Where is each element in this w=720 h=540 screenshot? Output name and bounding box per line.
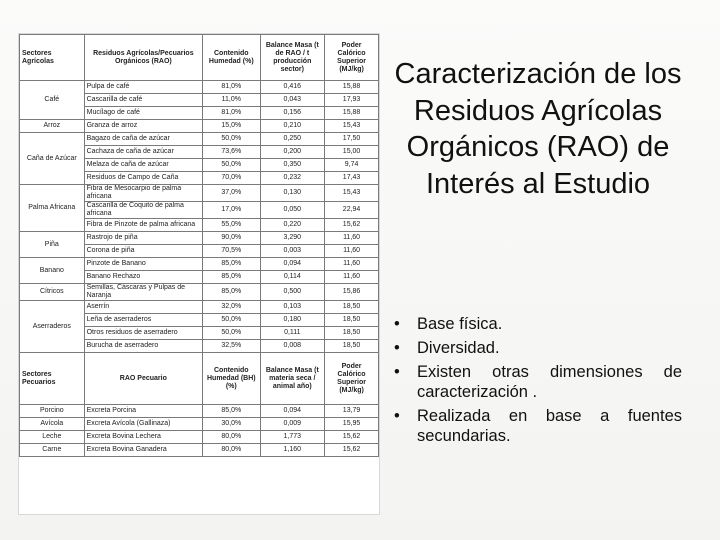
header-pcs: Poder Calórico Superior (MJ/kg) bbox=[325, 35, 379, 81]
agri-body bbox=[20, 81, 379, 353]
bullet-item bbox=[392, 338, 682, 358]
sector-cell: Porcino bbox=[20, 405, 85, 418]
sector-cell: Carne bbox=[20, 444, 85, 457]
humidity-cell: 70,5% bbox=[203, 245, 260, 258]
sector-cell: Piña bbox=[20, 232, 85, 258]
pcs-cell: 15,62 bbox=[325, 431, 379, 444]
pec-header-sector: Sectores Pecuarios bbox=[20, 353, 85, 405]
balance-cell: 0,200 bbox=[260, 146, 325, 159]
humidity-cell: 85,0% bbox=[203, 258, 260, 271]
balance-cell: 0,250 bbox=[260, 133, 325, 146]
humidity-cell: 85,0% bbox=[203, 271, 260, 284]
humidity-cell: 32,5% bbox=[203, 340, 260, 353]
balance-cell: 1,160 bbox=[260, 444, 325, 457]
table-row bbox=[20, 405, 379, 418]
humidity-cell: 32,0% bbox=[203, 301, 260, 314]
humidity-cell: 85,0% bbox=[203, 405, 260, 418]
pcs-cell: 15,43 bbox=[325, 185, 379, 202]
pcs-cell: 13,79 bbox=[325, 405, 379, 418]
residue-cell: Excreta Bovina Lechera bbox=[84, 431, 202, 444]
table-row bbox=[20, 301, 379, 314]
header-humidity: Contenido Humedad (%) bbox=[203, 35, 260, 81]
balance-cell: 0,232 bbox=[260, 172, 325, 185]
pcs-cell: 22,94 bbox=[325, 202, 379, 219]
residue-cell: Pinzote de Banano bbox=[84, 258, 202, 271]
pcs-cell: 15,95 bbox=[325, 418, 379, 431]
humidity-cell: 90,0% bbox=[203, 232, 260, 245]
humidity-cell: 50,0% bbox=[203, 133, 260, 146]
balance-cell: 0,050 bbox=[260, 202, 325, 219]
residue-cell: Otros residuos de aserradero bbox=[84, 327, 202, 340]
table-row bbox=[20, 185, 379, 202]
residue-cell: Semillas, Cáscaras y Pulpas de Naranja bbox=[84, 284, 202, 301]
residue-cell: Corona de piña bbox=[84, 245, 202, 258]
residue-cell: Banano Rechazo bbox=[84, 271, 202, 284]
pcs-cell: 11,60 bbox=[325, 258, 379, 271]
sector-cell: Arroz bbox=[20, 120, 85, 133]
humidity-cell: 70,0% bbox=[203, 172, 260, 185]
pcs-cell: 15,88 bbox=[325, 107, 379, 120]
pcs-cell: 15,88 bbox=[325, 81, 379, 94]
humidity-cell: 81,0% bbox=[203, 81, 260, 94]
residue-cell: Leña de aserraderos bbox=[84, 314, 202, 327]
humidity-cell: 15,0% bbox=[203, 120, 260, 133]
bullet-list bbox=[392, 314, 682, 450]
residue-cell: Fibra de Mesocarpio de palma africana bbox=[84, 185, 202, 202]
pcs-cell: 9,74 bbox=[325, 159, 379, 172]
pcs-cell: 15,62 bbox=[325, 444, 379, 457]
table-header-row bbox=[20, 35, 379, 81]
sector-cell: Café bbox=[20, 81, 85, 120]
residue-cell: Mucílago de café bbox=[84, 107, 202, 120]
residue-cell: Cascarilla de café bbox=[84, 94, 202, 107]
residue-cell: Pulpa de café bbox=[84, 81, 202, 94]
humidity-cell: 50,0% bbox=[203, 314, 260, 327]
sector-cell: Avícola bbox=[20, 418, 85, 431]
balance-cell: 0,500 bbox=[260, 284, 325, 301]
pcs-cell: 18,50 bbox=[325, 314, 379, 327]
balance-cell: 3,290 bbox=[260, 232, 325, 245]
sector-cell: Aserraderos bbox=[20, 301, 85, 353]
balance-cell: 0,103 bbox=[260, 301, 325, 314]
humidity-cell: 37,0% bbox=[203, 185, 260, 202]
residue-cell: Excreta Porcina bbox=[84, 405, 202, 418]
bullet-dot-icon: • bbox=[394, 339, 400, 357]
pec-header-pcs: Poder Calórico Superior (MJ/kg) bbox=[325, 353, 379, 405]
pec-header-balance: Balance Masa (t materia seca / animal año) bbox=[260, 353, 325, 405]
balance-cell: 0,130 bbox=[260, 185, 325, 202]
pcs-cell: 11,60 bbox=[325, 245, 379, 258]
balance-cell: 1,773 bbox=[260, 431, 325, 444]
bullet-item bbox=[392, 406, 682, 446]
sector-cell: Caña de Azúcar bbox=[20, 133, 85, 185]
sector-cell: Palma Africana bbox=[20, 185, 85, 232]
residue-cell: Rastrojo de piña bbox=[84, 232, 202, 245]
residue-cell: Melaza de caña de azúcar bbox=[84, 159, 202, 172]
pcs-cell: 18,50 bbox=[325, 327, 379, 340]
humidity-cell: 50,0% bbox=[203, 159, 260, 172]
residue-cell: Aserrín bbox=[84, 301, 202, 314]
residue-cell: Burucha de aserradero bbox=[84, 340, 202, 353]
header-balance: Balance Masa (t de RAO / t producción sector) bbox=[260, 35, 325, 81]
bullet-item bbox=[392, 314, 682, 334]
humidity-cell: 80,0% bbox=[203, 444, 260, 457]
bullet-text: Base física. bbox=[417, 315, 503, 333]
balance-cell: 0,003 bbox=[260, 245, 325, 258]
balance-cell: 0,156 bbox=[260, 107, 325, 120]
balance-cell: 0,043 bbox=[260, 94, 325, 107]
balance-cell: 0,094 bbox=[260, 258, 325, 271]
balance-cell: 0,009 bbox=[260, 418, 325, 431]
balance-cell: 0,114 bbox=[260, 271, 325, 284]
bullet-dot-icon: • bbox=[394, 315, 400, 333]
slide-title: Caracterización de los Residuos Agrícolas Orgánicos (RAO) de Interés al Estudio bbox=[394, 58, 682, 200]
residues-table bbox=[19, 34, 379, 457]
header-sector: Sectores Agrícolas bbox=[20, 35, 85, 81]
table-row bbox=[20, 284, 379, 301]
pcs-cell: 15,00 bbox=[325, 146, 379, 159]
pec-header-residue: RAO Pecuario bbox=[84, 353, 202, 405]
table-row bbox=[20, 120, 379, 133]
humidity-cell: 11,0% bbox=[203, 94, 260, 107]
pcs-cell: 17,43 bbox=[325, 172, 379, 185]
residue-cell: Cascarilla de Coquito de palma africana bbox=[84, 202, 202, 219]
header-residue: Residuos Agrícolas/Pecuarios Orgánicos (RAO) bbox=[84, 35, 202, 81]
humidity-cell: 50,0% bbox=[203, 327, 260, 340]
pcs-cell: 17,93 bbox=[325, 94, 379, 107]
table-row bbox=[20, 431, 379, 444]
humidity-cell: 85,0% bbox=[203, 284, 260, 301]
table-row bbox=[20, 81, 379, 94]
balance-cell: 0,350 bbox=[260, 159, 325, 172]
humidity-cell: 30,0% bbox=[203, 418, 260, 431]
residues-table-image bbox=[18, 33, 380, 515]
bullet-item bbox=[392, 362, 682, 402]
table-row bbox=[20, 258, 379, 271]
humidity-cell: 73,6% bbox=[203, 146, 260, 159]
humidity-cell: 80,0% bbox=[203, 431, 260, 444]
pcs-cell: 11,60 bbox=[325, 232, 379, 245]
table-row bbox=[20, 444, 379, 457]
residue-cell: Excreta Bovina Ganadera bbox=[84, 444, 202, 457]
pcs-cell: 18,50 bbox=[325, 340, 379, 353]
table-row bbox=[20, 418, 379, 431]
residue-cell: Excreta Avícola (Gallinaza) bbox=[84, 418, 202, 431]
balance-cell: 0,008 bbox=[260, 340, 325, 353]
pec-header-row bbox=[20, 353, 379, 405]
humidity-cell: 17,0% bbox=[203, 202, 260, 219]
sector-cell: Cítricos bbox=[20, 284, 85, 301]
sector-cell: Leche bbox=[20, 431, 85, 444]
balance-cell: 0,180 bbox=[260, 314, 325, 327]
table-row bbox=[20, 232, 379, 245]
balance-cell: 0,416 bbox=[260, 81, 325, 94]
balance-cell: 0,210 bbox=[260, 120, 325, 133]
pcs-cell: 15,86 bbox=[325, 284, 379, 301]
table-row bbox=[20, 133, 379, 146]
pec-body bbox=[20, 353, 379, 457]
balance-cell: 0,094 bbox=[260, 405, 325, 418]
humidity-cell: 81,0% bbox=[203, 107, 260, 120]
bullet-text: Existen otras dimensiones de caracterización . bbox=[417, 363, 682, 401]
residue-cell: Granza de arroz bbox=[84, 120, 202, 133]
bullet-text: Realizada en base a fuentes secundarias. bbox=[417, 407, 682, 445]
pcs-cell: 15,43 bbox=[325, 120, 379, 133]
residue-cell: Fibra de Pinzote de palma africana bbox=[84, 219, 202, 232]
residue-cell: Cachaza de caña de azúcar bbox=[84, 146, 202, 159]
balance-cell: 0,111 bbox=[260, 327, 325, 340]
pcs-cell: 18,50 bbox=[325, 301, 379, 314]
sector-cell: Banano bbox=[20, 258, 85, 284]
pec-header-humidity: Contenido Humedad (BH) (%) bbox=[203, 353, 260, 405]
bullet-text: Diversidad. bbox=[417, 339, 500, 357]
pcs-cell: 15,62 bbox=[325, 219, 379, 232]
bullet-dot-icon: • bbox=[394, 407, 400, 425]
residue-cell: Bagazo de caña de azúcar bbox=[84, 133, 202, 146]
residue-cell: Residuos de Campo de Caña bbox=[84, 172, 202, 185]
humidity-cell: 55,0% bbox=[203, 219, 260, 232]
pcs-cell: 11,60 bbox=[325, 271, 379, 284]
balance-cell: 0,220 bbox=[260, 219, 325, 232]
pcs-cell: 17,50 bbox=[325, 133, 379, 146]
bullet-dot-icon: • bbox=[394, 363, 400, 381]
